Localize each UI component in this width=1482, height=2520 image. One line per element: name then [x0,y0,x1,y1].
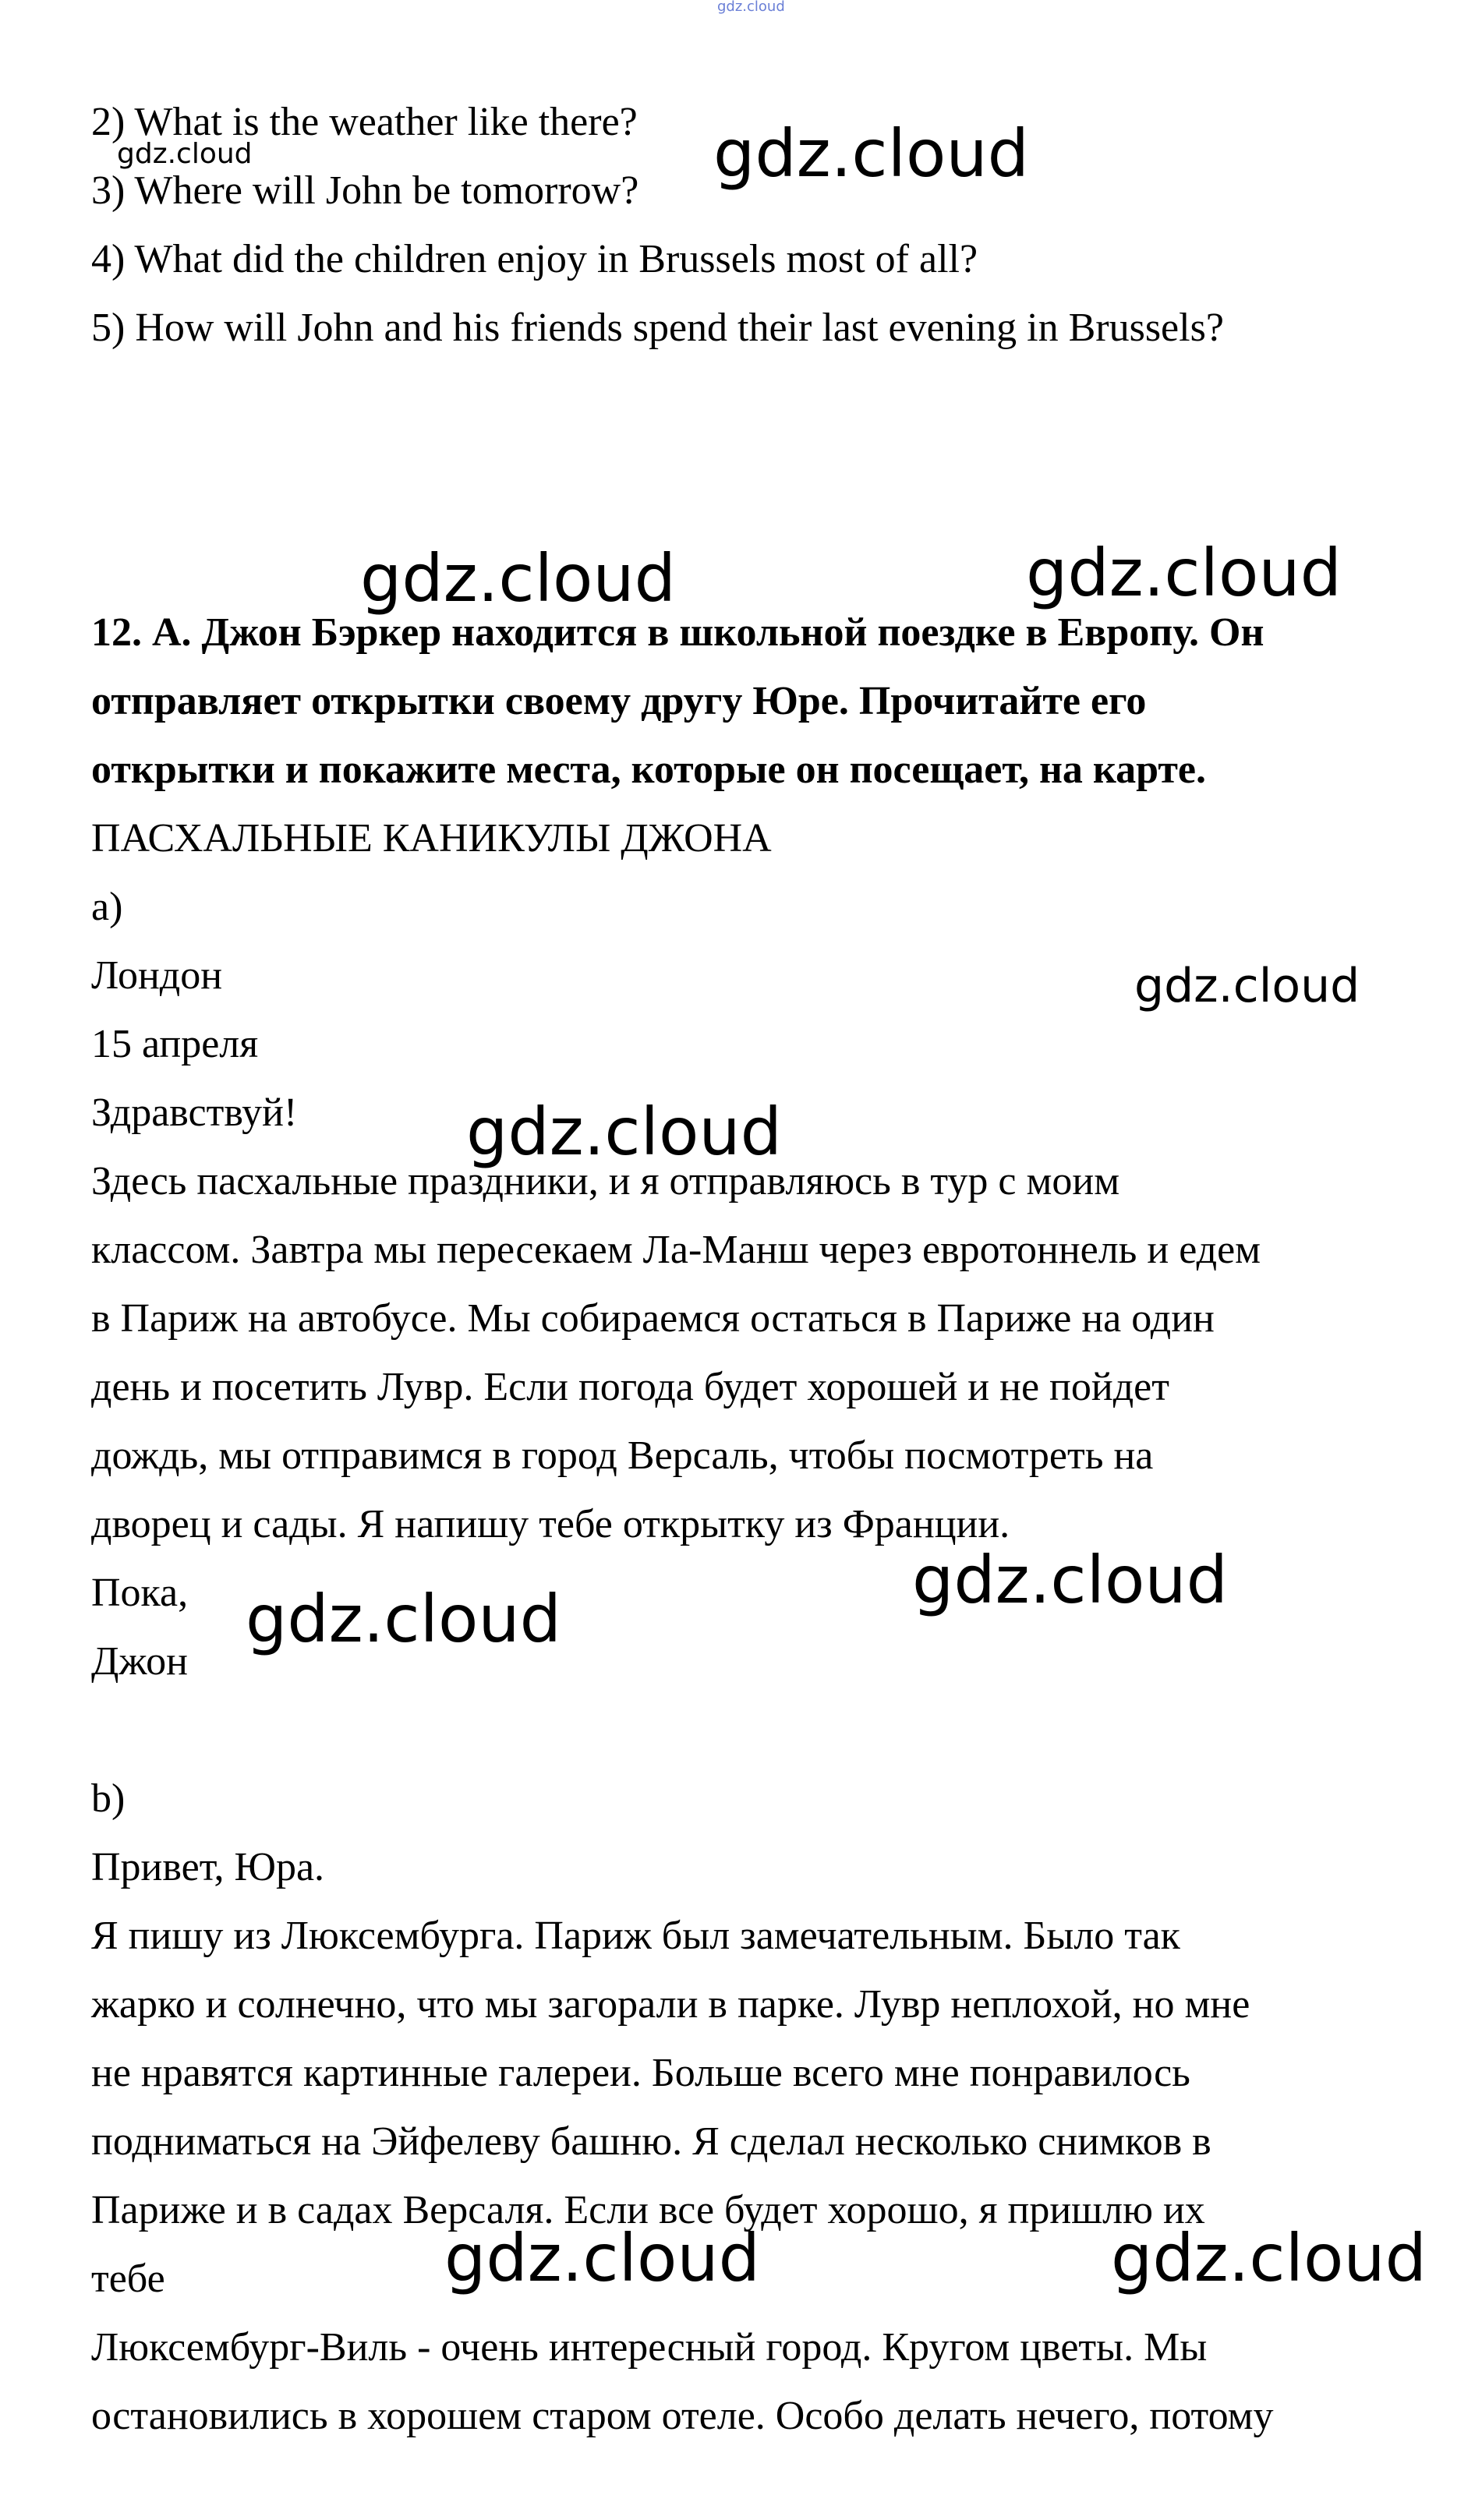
question-4: 4) What did the children enjoy in Brussels most of all? [91,237,978,281]
postcard-a-closing: Пока, [91,1571,189,1615]
watermark: gdz.cloud [444,2220,760,2296]
watermark: gdz.cloud [713,115,1029,192]
postcard-b-body-line: подниматься на Эйфелеву башню. Я сделал несколько снимков в [91,2119,1211,2164]
postcard-b-body-line: Люксембург-Виль - очень интересный город. Кругом цветы. Мы [91,2325,1208,2370]
postcard-a-body-line: день и посетить Лувр. Если погода будет хорошей и не пойдет [91,1365,1169,1409]
postcard-a-body-line: дворец и сады. Я напишу тебе открытку из Франции. [91,1502,1010,1546]
watermark: gdz.cloud [1026,535,1342,611]
question-5: 5) How will John and his friends spend their last evening in Brussels? [91,306,1224,350]
postcard-b-body-line: Париже и в садах Версаля. Если все будет хорошо, я пришлю их [91,2188,1205,2232]
watermark: gdz.cloud [1134,959,1360,1013]
postcard-b-body-line: Я пишу из Люксембурга. Париж был замечательным. Было так [91,1914,1180,1958]
section-title: ПАСХАЛЬНЫЕ КАНИКУЛЫ ДЖОНА [91,816,772,861]
postcard-b-body-line: жарко и солнечно, что мы загорали в парке. Лувр неплохой, но мне [91,1982,1250,2027]
postcard-a-body-line: дождь, мы отправимся в город Версаль, чтобы посмотреть на [91,1433,1154,1478]
watermark: gdz.cloud [360,540,676,617]
watermark: gdz.cloud [246,1581,561,1657]
task-line-1: 12. А. Джон Бэркер находится в школьной поездке в Европу. Он [91,610,1264,655]
postcard-a-body-line: Здесь пасхальные праздники, и я отправляюсь в тур с моим [91,1159,1120,1203]
question-3: 3) Where will John be tomorrow? [91,168,639,213]
watermark: gdz.cloud [466,1094,782,1170]
postcard-a-greeting: Здравствуй! [91,1090,298,1135]
postcard-a-place: Лондон [91,953,223,998]
postcard-b-body-line: остановились в хорошем старом отеле. Особо делать нечего, потому [91,2394,1274,2438]
postcard-b-greeting: Привет, Юра. [91,1845,325,1889]
postcard-a-body-line: классом. Завтра мы пересекаем Ла-Манш через евротоннель и едем [91,1228,1261,1272]
watermark-tiny: gdz.cloud [717,0,785,15]
watermark-small: gdz.cloud [117,138,253,170]
postcard-b-label: b) [91,1776,126,1821]
task-line-2: отправляет открытки своему другу Юре. Прочитайте его [91,679,1147,723]
task-line-3: открытки и покажите места, которые он посещает, на карте. [91,748,1206,792]
watermark: gdz.cloud [912,1542,1228,1618]
postcard-b-body-line: тебе [91,2257,165,2301]
watermark: gdz.cloud [1111,2220,1427,2296]
postcard-a-date: 15 апреля [91,1022,259,1066]
postcard-a-signature: Джон [91,1639,188,1684]
question-2: 2) What is the weather like there? [91,100,638,144]
postcard-a-body-line: в Париж на автобусе. Мы собираемся остаться в Париже на один [91,1296,1215,1341]
postcard-b-body-line: не нравятся картинные галереи. Больше всего мне понравилось [91,2051,1190,2095]
postcard-a-label: a) [91,885,123,929]
